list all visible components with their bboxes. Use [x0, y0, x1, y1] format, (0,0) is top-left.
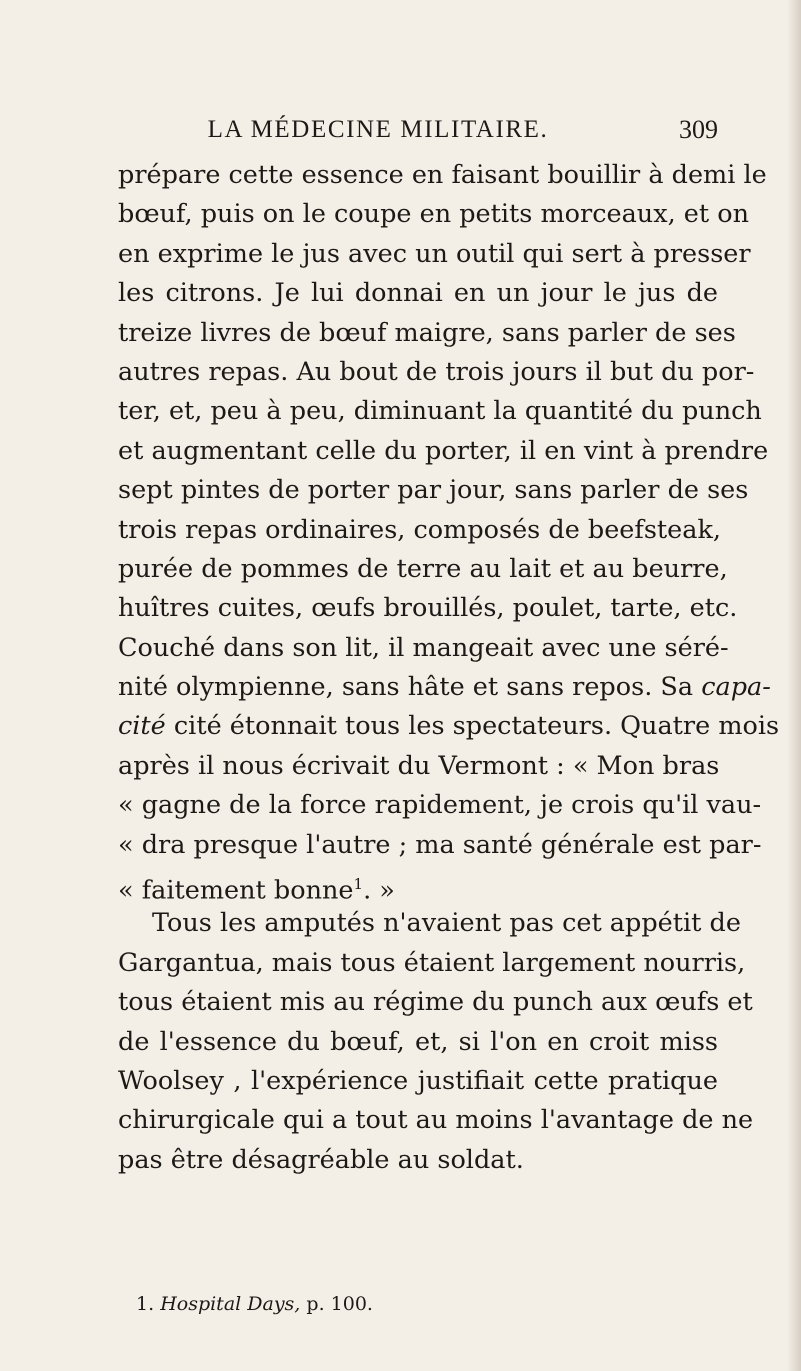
text-line-with-italic	[118, 668, 771, 707]
body-text	[118, 156, 780, 1180]
text-segment: cité étonnait tous les spectateurs. Quatre mois	[173, 711, 780, 742]
quote-close: . »	[363, 875, 395, 906]
text-line: purée de pommes de terre au lait et au beurre,	[118, 553, 728, 584]
text-segment: « faitement bonne	[118, 875, 354, 906]
text-line: huîtres cuites, œufs brouillés, poulet, tarte, etc.	[118, 593, 738, 624]
text-line: en exprime le jus avec un outil qui sert à presser	[118, 238, 751, 269]
text-line: après il nous écrivait du Vermont : « Mon bras	[118, 750, 720, 781]
page-edge-shadow	[787, 0, 801, 1371]
text-line: treize livres de bœuf maigre, sans parler de ses	[118, 317, 736, 348]
footnote	[136, 1290, 373, 1318]
text-line: « dra presque l'autre ; ma santé générale est par-	[118, 829, 762, 860]
text-line: trois repas ordinaires, composés de beefsteak,	[118, 514, 722, 545]
text-line: Woolsey , l'expérience justifiait cette pratique	[118, 1065, 718, 1096]
text-line-with-italic	[118, 707, 780, 746]
footnote-title: Hospital Days,	[160, 1293, 301, 1315]
text-line: « gagne de la force rapidement, je crois qu'il vau-	[118, 790, 762, 821]
text-line: autres repas. Au bout de trois jours il but du por-	[118, 356, 755, 387]
text-line: pas être désagréable au soldat.	[118, 1144, 524, 1175]
footnote-number: 1.	[136, 1293, 155, 1315]
text-line: bœuf, puis on le coupe en petits morceaux, et on	[118, 199, 750, 230]
footnote-page: p. 100.	[306, 1293, 373, 1315]
text-line: de l'essence du bœuf, et, si l'on en croit miss	[118, 1026, 718, 1057]
text-line: ter, et, peu à peu, diminuant la quantité du punch	[118, 396, 762, 427]
running-head: LA MÉDECINE MILITAIRE.	[207, 116, 549, 143]
page-number: 309	[679, 115, 718, 144]
text-segment: nité olympienne, sans hâte et sans repos. Sa	[118, 672, 702, 703]
text-line: Gargantua, mais tous étaient largement nourris,	[118, 947, 746, 978]
text-line: les citrons. Je lui donnai en un jour le jus de	[118, 278, 718, 309]
text-line: Couché dans son lit, il mangeait avec une séré-	[118, 632, 729, 663]
text-line: chirurgicale qui a tout au moins l'avantage de ne	[118, 1105, 754, 1136]
text-line: sept pintes de porter par jour, sans parler de ses	[118, 475, 749, 506]
page-header	[118, 112, 718, 148]
footnote-mark[interactable]: 1	[353, 875, 364, 894]
text-line: prépare cette essence en faisant bouillir à demi le	[118, 160, 767, 190]
text-line: tous étaient mis au régime du punch aux œufs et	[118, 987, 753, 1018]
italic-word: cité	[118, 711, 166, 742]
text-line: et augmentant celle du porter, il en vint à prendre	[118, 435, 769, 466]
italic-word: capa-	[701, 672, 771, 703]
text-line: Tous les amputés n'avaient pas cet appétit de	[152, 908, 741, 939]
text-line-with-footnote	[118, 865, 718, 904]
